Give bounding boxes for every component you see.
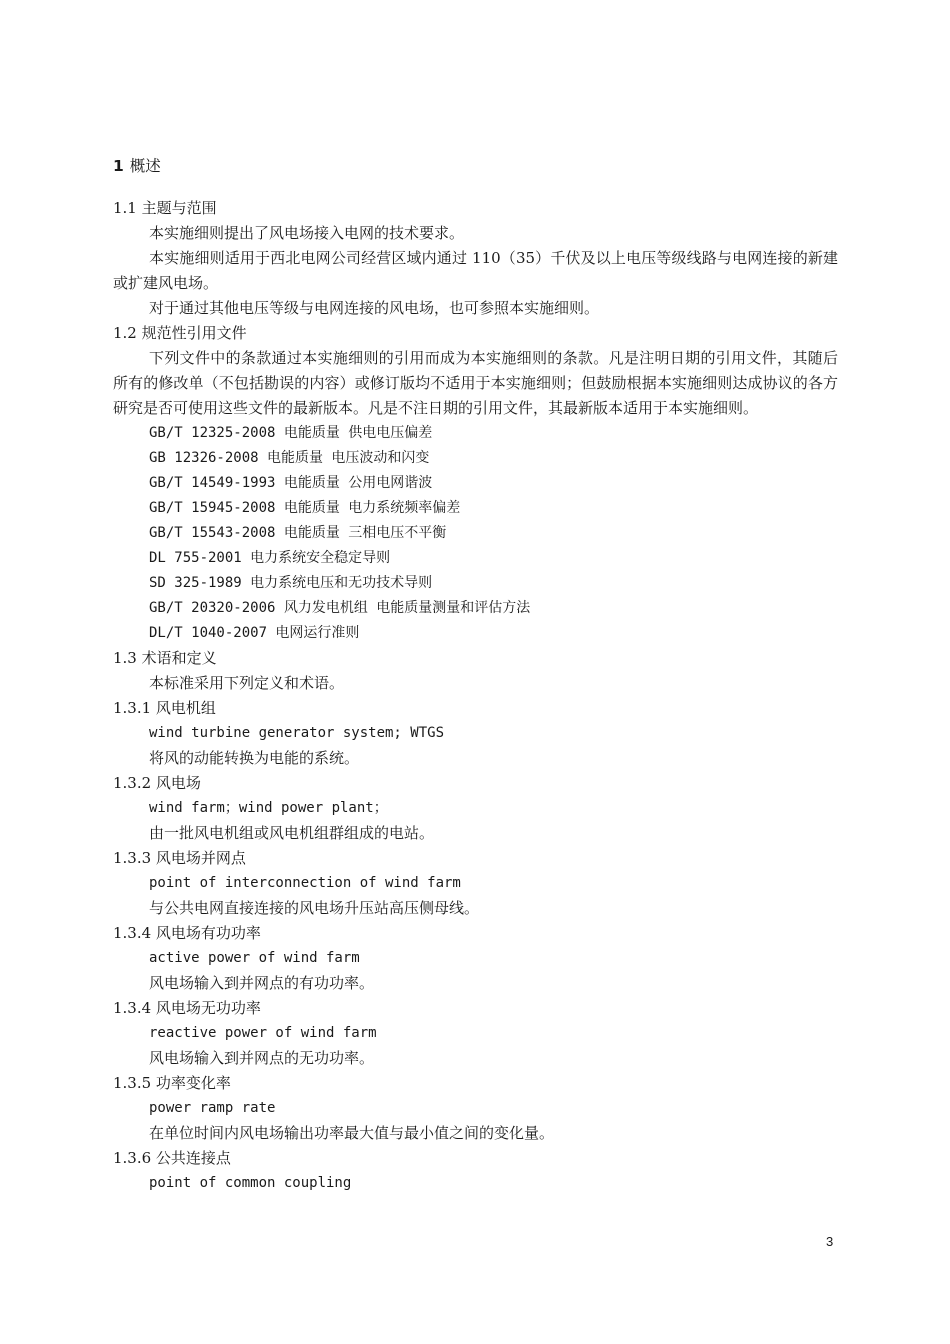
reference-item: DL/T 1040-2007 电网运行准则 xyxy=(149,625,360,641)
term-english: reactive power of wind farm xyxy=(149,1025,377,1041)
term-title: 1.3.3 风电场并网点 xyxy=(113,849,246,867)
reference-item: SD 325-1989 电力系统电压和无功技术导则 xyxy=(149,575,433,591)
term-definition: 与公共电网直接连接的风电场升压站高压侧母线。 xyxy=(149,899,480,917)
term-english: power ramp rate xyxy=(149,1100,276,1116)
reference-item: GB/T 12325-2008 电能质量 供电电压偏差 xyxy=(149,425,433,441)
reference-item: GB/T 15945-2008 电能质量 电力系统频率偏差 xyxy=(149,500,461,516)
section-title-1-2: 1.2 规范性引用文件 xyxy=(113,324,247,342)
page-number: 3 xyxy=(826,1234,834,1249)
paragraph: 下列文件中的条款通过本实施细则的引用而成为本实施细则的条款。凡是注明日期的引用文件，其随后所有的修改单（不包括勘误的内容）或修订版均不适用于本实施细则；但鼓励根据本实施细则达成协议的各方研究是否可使用这些文件的最新版本。凡是不注日期的引用文件，其最新版本适用于本实施细则。 xyxy=(113,349,838,417)
document-body xyxy=(113,196,838,1196)
term-title: 1.3.4 风电场有功功率 xyxy=(113,924,261,942)
term-english: point of interconnection of wind farm xyxy=(149,875,461,891)
reference-item: DL 755-2001 电力系统安全稳定导则 xyxy=(149,550,391,566)
paragraph: 本实施细则适用于西北电网公司经营区域内通过 110（35）千伏及以上电压等级线路与电网连接的新建或扩建风电场。 xyxy=(113,249,838,292)
term-definition: 将风的动能转换为电能的系统。 xyxy=(149,749,360,767)
term-definition: 由一批风电机组或风电机组群组成的电站。 xyxy=(149,824,435,842)
paragraph: 本标准采用下列定义和术语。 xyxy=(149,674,345,692)
paragraph: 本实施细则提出了风电场接入电网的技术要求。 xyxy=(149,224,465,242)
term-english: point of common coupling xyxy=(149,1175,352,1191)
chapter-title: 概述 xyxy=(129,157,161,175)
term-title: 1.3.5 功率变化率 xyxy=(113,1074,231,1092)
term-english: wind farm；wind power plant； xyxy=(149,800,388,816)
chapter-number: 1 xyxy=(113,157,124,175)
term-title: 1.3.1 风电机组 xyxy=(113,699,216,717)
term-english: wind turbine generator system; WTGS xyxy=(149,725,445,741)
term-definition: 风电场输入到并网点的有功功率。 xyxy=(149,974,375,992)
reference-item: GB/T 15543-2008 电能质量 三相电压不平衡 xyxy=(149,525,447,541)
term-english: active power of wind farm xyxy=(149,950,360,966)
term-title: 1.3.6 公共连接点 xyxy=(113,1149,231,1167)
paragraph: 对于通过其他电压等级与电网连接的风电场，也可参照本实施细则。 xyxy=(149,299,600,317)
term-definition: 在单位时间内风电场输出功率最大值与最小值之间的变化量。 xyxy=(149,1124,555,1142)
section-title-1-3: 1.3 术语和定义 xyxy=(113,649,217,667)
section-title-1-1: 1.1 主题与范围 xyxy=(113,199,217,217)
reference-item: GB/T 20320-2006 风力发电机组 电能质量测量和评估方法 xyxy=(149,600,531,616)
term-title: 1.3.2 风电场 xyxy=(113,774,201,792)
term-definition: 风电场输入到并网点的无功功率。 xyxy=(149,1049,375,1067)
chapter-heading xyxy=(113,154,161,176)
reference-list xyxy=(113,421,838,646)
term-title: 1.3.4 风电场无功功率 xyxy=(113,999,261,1017)
reference-item: GB/T 14549-1993 电能质量 公用电网谐波 xyxy=(149,475,433,491)
reference-item: GB 12326-2008 电能质量 电压波动和闪变 xyxy=(149,450,430,466)
